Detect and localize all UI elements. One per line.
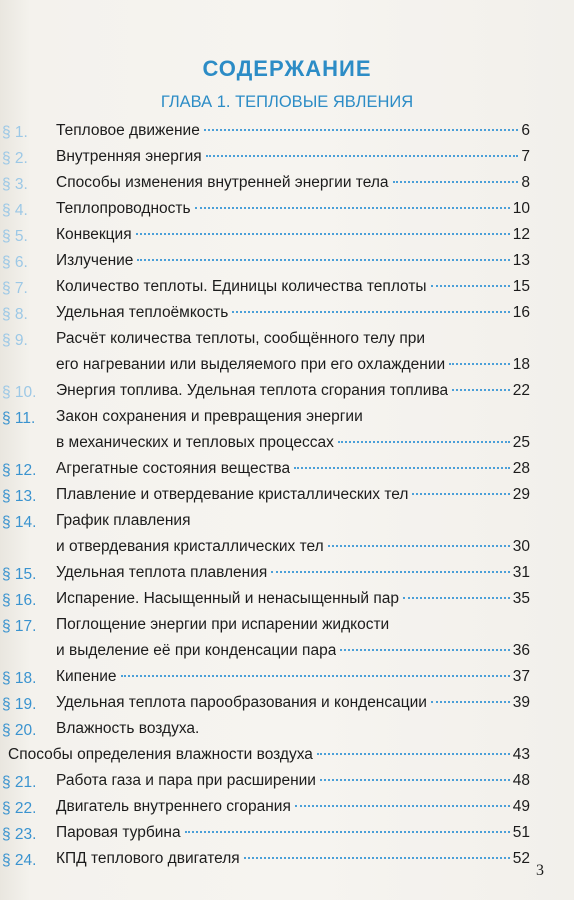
section-title: Плавление и отвердевание кристаллических тел: [56, 486, 409, 503]
dot-leader: [449, 363, 510, 365]
section-number: § 15.: [2, 566, 37, 583]
toc-line: [56, 720, 530, 746]
section-number: § 22.: [2, 800, 37, 817]
page-reference: 49: [512, 798, 530, 815]
section-number: § 3.: [2, 176, 28, 193]
section-number: § 9.: [2, 332, 28, 349]
toc-line: [56, 694, 530, 720]
dot-leader: [271, 571, 509, 573]
section-title: Способы изменения внутренней энергии тела: [56, 174, 389, 191]
dot-leader: [204, 129, 519, 131]
dot-leader: [403, 597, 510, 599]
dot-leader: [185, 831, 510, 833]
toc-line: [56, 200, 530, 226]
section-number: § 1.: [2, 124, 28, 141]
toc-line: [56, 434, 530, 460]
toc-line: [56, 226, 530, 252]
dot-leader: [244, 857, 510, 859]
dot-leader: [320, 779, 510, 781]
section-title: Агрегатные состояния вещества: [56, 460, 291, 477]
dot-leader: [328, 545, 510, 547]
section-title: Конвекция: [56, 226, 132, 243]
section-number: § 11.: [2, 410, 36, 427]
section-number: § 10.: [2, 384, 37, 401]
toc-line: [56, 408, 530, 434]
section-number: § 17.: [2, 618, 37, 635]
section-title: Влажность воздуха.: [56, 720, 200, 737]
section-title: Излучение: [56, 252, 134, 269]
toc-line: [8, 746, 530, 772]
section-title: Внутренняя энергия: [56, 148, 202, 165]
toc-line: [56, 460, 530, 486]
page-reference: 29: [512, 486, 530, 503]
toc-line: [56, 616, 530, 642]
dot-leader: [393, 181, 519, 183]
toc-line: [56, 538, 530, 564]
section-number: § 14.: [2, 514, 37, 531]
toc-line: [56, 642, 530, 668]
section-title: Двигатель внутреннего сгорания: [56, 798, 291, 815]
dot-leader: [317, 753, 510, 755]
section-title: Кипение: [56, 668, 117, 685]
toc-line: [56, 668, 530, 694]
toc-line: [56, 148, 530, 174]
page-reference: 48: [512, 772, 530, 789]
page-reference: 39: [512, 694, 530, 711]
page-reference: 37: [512, 668, 530, 685]
page-reference: 13: [512, 252, 530, 269]
dot-leader: [294, 467, 510, 469]
section-number: § 4.: [2, 202, 28, 219]
section-title: Закон сохранения и превращения энергии: [56, 408, 363, 425]
section-number: § 21.: [2, 774, 37, 791]
dot-leader: [338, 441, 510, 443]
dot-leader: [195, 207, 510, 209]
toc-line: [56, 304, 530, 330]
toc-line: [56, 486, 530, 512]
section-title: Количество теплоты. Единицы количества теплоты: [56, 278, 427, 295]
toc-line: [56, 564, 530, 590]
dot-leader: [137, 259, 509, 261]
section-title: Энергия топлива. Удельная теплота сгорания топлива: [56, 382, 449, 399]
page-reference: 16: [512, 304, 530, 321]
page-reference: 12: [512, 226, 530, 243]
toc-line: [56, 356, 530, 382]
page-reference: 52: [512, 850, 530, 867]
page-reference: 22: [512, 382, 530, 399]
section-title: Паровая турбина: [56, 824, 181, 841]
page-reference: 10: [512, 200, 530, 217]
section-number: § 24.: [2, 852, 37, 869]
section-title: и отвердевания кристаллических тел: [56, 538, 324, 555]
section-number: § 5.: [2, 228, 28, 245]
chapter-heading: ГЛАВА 1. ТЕПЛОВЫЕ ЯВЛЕНИЯ: [160, 93, 414, 111]
toc-line: [56, 174, 530, 200]
section-title: в механических и тепловых процессах: [56, 434, 334, 451]
page-reference: 51: [512, 824, 530, 841]
page-reference: 15: [512, 278, 530, 295]
section-title: Работа газа и пара при расширении: [56, 772, 316, 789]
toc-line: [56, 850, 530, 876]
section-number: § 13.: [2, 488, 37, 505]
toc-line: [56, 122, 530, 148]
section-title: и выделение её при конденсации пара: [56, 642, 337, 659]
toc-line: [56, 330, 530, 356]
section-title: Способы определения влажности воздуха: [8, 746, 313, 763]
section-title: Удельная теплота плавления: [56, 564, 268, 581]
dot-leader: [452, 389, 510, 391]
section-title: Расчёт количества теплоты, сообщённого телу при: [56, 330, 426, 347]
toc-line: [56, 512, 530, 538]
section-title: Удельная теплота парообразования и конденсации: [56, 694, 427, 711]
dot-leader: [206, 155, 519, 157]
page-reference: 35: [512, 590, 530, 607]
section-title: КПД теплового двигателя: [56, 850, 240, 867]
page-reference: 36: [512, 642, 530, 659]
page-number: 3: [536, 862, 544, 879]
page-reference: 25: [512, 434, 530, 451]
dot-leader: [232, 311, 509, 313]
toc-line: [56, 798, 530, 824]
page-reference: 6: [521, 122, 530, 139]
page-reference: 7: [521, 148, 530, 165]
page-reference: 31: [512, 564, 530, 581]
section-number: § 18.: [2, 670, 37, 687]
section-title: Удельная теплоёмкость: [56, 304, 229, 321]
dot-leader: [295, 805, 510, 807]
contents-title: СОДЕРЖАНИЕ: [202, 56, 372, 81]
section-title: Поглощение энергии при испарении жидкости: [56, 616, 390, 633]
dot-leader: [431, 285, 510, 287]
page-reference: 8: [521, 174, 530, 191]
toc-line: [56, 278, 530, 304]
section-number: § 6.: [2, 254, 28, 271]
section-number: § 23.: [2, 826, 37, 843]
section-number: § 7.: [2, 280, 28, 297]
section-number: § 12.: [2, 462, 37, 479]
dot-leader: [121, 675, 510, 677]
dot-leader: [431, 701, 510, 703]
section-title: его нагревании или выделяемого при его охлаждении: [56, 356, 446, 373]
page-reference: 18: [512, 356, 530, 373]
toc-line: [56, 382, 530, 408]
dot-leader: [340, 649, 509, 651]
page-reference: 30: [512, 538, 530, 555]
section-number: § 19.: [2, 696, 37, 713]
section-title: График плавления: [56, 512, 191, 529]
section-title: Тепловое движение: [56, 122, 200, 139]
dot-leader: [136, 233, 510, 235]
section-number: § 8.: [2, 306, 28, 323]
toc-line: [56, 590, 530, 616]
toc-line: [56, 252, 530, 278]
section-title: Испарение. Насыщенный и ненасыщенный пар: [56, 590, 399, 607]
section-number: § 16.: [2, 592, 37, 609]
dot-leader: [412, 493, 509, 495]
page-reference: 43: [512, 746, 530, 763]
page-reference: 28: [512, 460, 530, 477]
section-number: § 20.: [2, 722, 37, 739]
section-title: Теплопроводность: [56, 200, 191, 217]
toc-line: [56, 824, 530, 850]
toc-line: [56, 772, 530, 798]
section-number: § 2.: [2, 150, 28, 167]
